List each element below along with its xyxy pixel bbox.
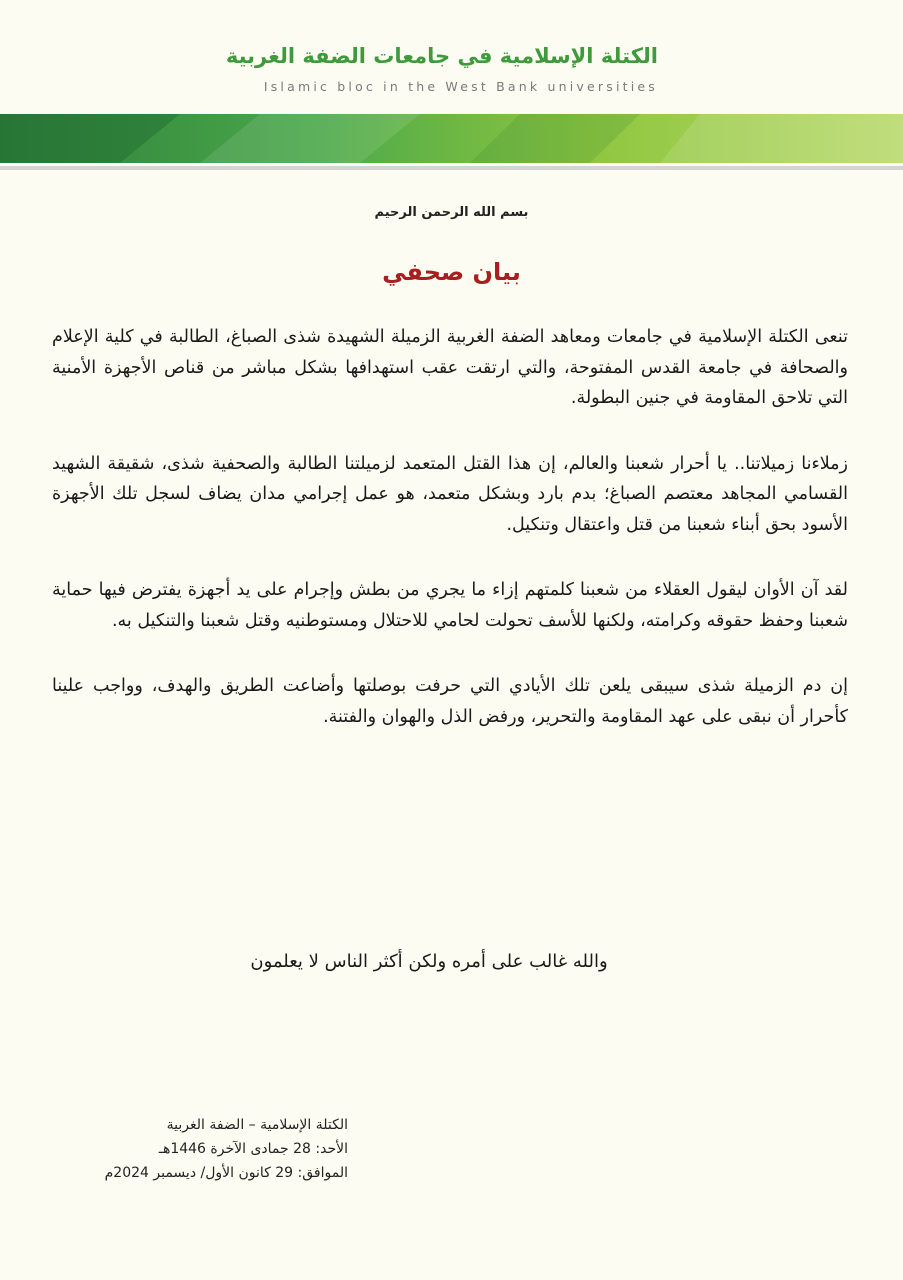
paragraph: إن دم الزميلة شذى سيبقى يلعن تلك الأيادي التي حرفت بوصلتها وأضاعت الطريق والهدف، وواجب علينا كأحرار أن نبقى على عهد المقاومة والتحرير، ورفض الذل والهوان والفتنة. [52, 676, 848, 727]
logo-arabic-text: الكتلة الإسلامية في جامعات الضفة الغربية [225, 44, 658, 68]
paragraph: لقد آن الأوان ليقول العقلاء من شعبنا كلمتهم إزاء ما يجري من بطش وإجرام على يد أجهزة يفترض فيها حماية شعبنا وحفظ حقوقه وكرامته، ولكنها للأسف تحولت لحامي للاحتلال ومستوطنيه وقتل شعبنا والتنكيل به. [52, 580, 848, 631]
signature-org: الكتلة الإسلامية – الضفة الغربية [166, 1117, 348, 1133]
closing-verse: والله غالب على أمره ولكن أكثر الناس لا يعلمون [250, 951, 608, 972]
paragraph: تنعى الكتلة الإسلامية في جامعات ومعاهد الضفة الغربية الزميلة الشهيدة شذى الصباغ، الطالبة في كلية الإعلام والصحافة في جامعة القدس المفتوحة، والتي ارتقت عقب استهدافها بشكل مباشر من قناص الأجهزة الأمنية التي تلاحق المقاومة في جنين البطولة. [52, 327, 848, 408]
basmala: بسم الله الرحمن الرحيم [374, 205, 529, 220]
green-band-graphic [0, 114, 903, 163]
paragraph: زملاءنا زميلاتنا.. يا أحرار شعبنا والعالم، إن هذا القتل المتعمد لزميلتنا الطالبة والصحفية شذى، شقيقة الشهيد القسامي المجاهد معتصم الصباغ؛ بدم بارد وبشكل متعمد، هو عمل إجرامي مدان يضاف لسجل تلك الأجهزة الأسود بحق أبناء شعبنا من قتل واعتقال وتنكيل. [52, 453, 848, 535]
gregorian-date: الموافق: 29 كانون الأول/ ديسمبر 2024م [104, 1165, 348, 1181]
green-header-band [0, 114, 903, 163]
signature-block [48, 1113, 348, 1185]
header-divider [0, 166, 903, 170]
statement-body [52, 322, 848, 767]
statement-title: بيان صحفي [382, 258, 521, 286]
hijri-date: الأحد: 28 جمادى الآخرة 1446هـ [158, 1141, 348, 1157]
letterhead [0, 0, 903, 175]
logo-english-text: Islamic bloc in the West Bank universities [263, 79, 658, 94]
